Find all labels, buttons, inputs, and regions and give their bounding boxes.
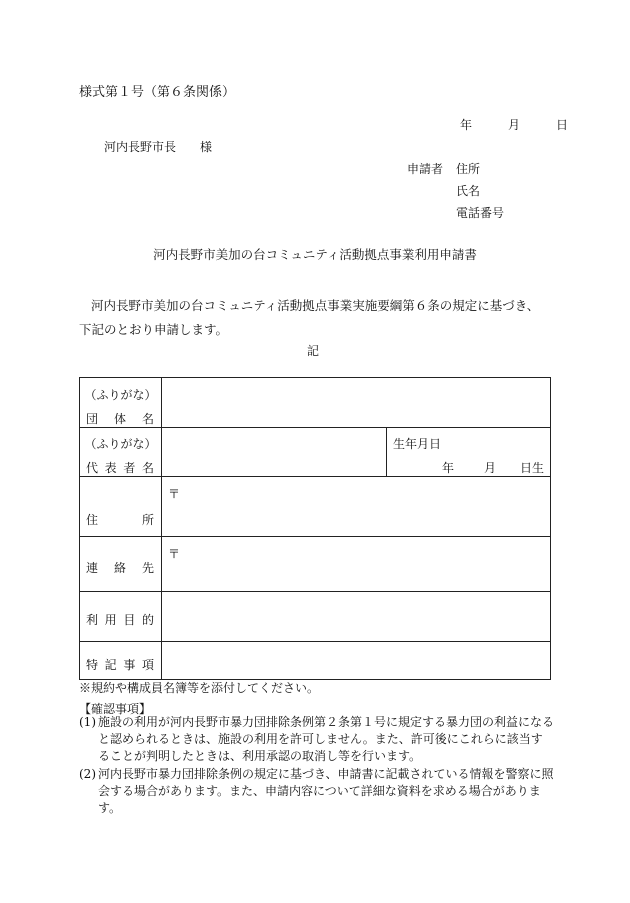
item-number: (1): [79, 715, 96, 729]
item-text: 河内長野市暴力団排除条例の規定に基づき、申請書に記載されている情報を警察に照会する場合があります。また、申請内容について詳細な資料を求める場合があります。: [98, 767, 554, 815]
remarks-label-cell: [80, 642, 162, 680]
contact-label: 連 絡 先: [86, 561, 154, 575]
applicant-address-label: 住所: [456, 162, 481, 176]
addressee: 河内長野市長 様: [104, 140, 213, 154]
date-day: 日: [556, 118, 569, 132]
address-label: 住 所: [86, 513, 154, 527]
postal-mark: 〒: [168, 547, 181, 561]
date-line: [460, 119, 568, 131]
item-text: 施設の利用が河内長野市暴力団排除条例第２条第１号に規定する暴力団の利益になると認められるときは、施設の利用を許可しません。また、許可後にこれらに該当することが判明したときは、利用承認の取消し等を行います。: [98, 715, 555, 763]
contact-label-cell: [80, 537, 162, 592]
application-form-table: [79, 377, 551, 680]
purpose-label-cell: [80, 592, 162, 642]
date-month: 月: [508, 118, 521, 132]
body-text: [79, 294, 559, 342]
address-label-cell: [80, 477, 162, 537]
item-number: (2): [79, 767, 96, 781]
furigana-label: （ふりがな）: [84, 437, 157, 451]
attachment-note: ※規約や構成員名簿等を添付してください。: [79, 681, 320, 695]
rep-name-label-cell: [80, 428, 162, 477]
confirmation-item-2: [79, 766, 554, 817]
furigana-label: （ふりがな）: [84, 388, 157, 402]
address-field[interactable]: [162, 477, 551, 537]
group-name-field[interactable]: [162, 378, 551, 428]
ki-marker: 記: [307, 344, 320, 358]
purpose-label: 利 用 目 的: [86, 613, 154, 627]
remarks-label: 特 記 事 項: [86, 658, 154, 672]
postal-mark: 〒: [168, 487, 181, 501]
document-title: 河内長野市美加の台コミュニティ活動拠点事業利用申請書: [153, 247, 477, 262]
confirmation-item-1: [79, 714, 554, 765]
form-number: 様式第１号（第６条関係）: [79, 85, 236, 100]
group-name-label: 団 体 名: [86, 412, 154, 426]
birthdate-units: 年 月 日生: [441, 461, 544, 475]
body-line-1: 河内長野市美加の台コミュニティ活動拠点事業実施要綱第６条の規定に基づき、: [91, 298, 540, 313]
rep-name-field[interactable]: [162, 428, 387, 477]
applicant-phone-label: 電話番号: [456, 206, 505, 220]
purpose-field[interactable]: [162, 592, 551, 642]
birthdate-label: 生年月日: [393, 437, 442, 451]
body-line-2: 下記のとおり申請します。: [79, 322, 229, 337]
group-name-label-cell: [80, 378, 162, 428]
rep-name-label: 代 表 者 名: [86, 461, 154, 475]
remarks-field[interactable]: [162, 642, 551, 680]
birthdate-field[interactable]: [387, 428, 551, 477]
applicant-name-label: 氏名: [456, 184, 481, 198]
date-year: 年: [460, 118, 473, 132]
confirmation-heading: 【確認事項】: [79, 702, 152, 716]
contact-field[interactable]: [162, 537, 551, 592]
applicant-label: 申請者: [407, 162, 444, 176]
